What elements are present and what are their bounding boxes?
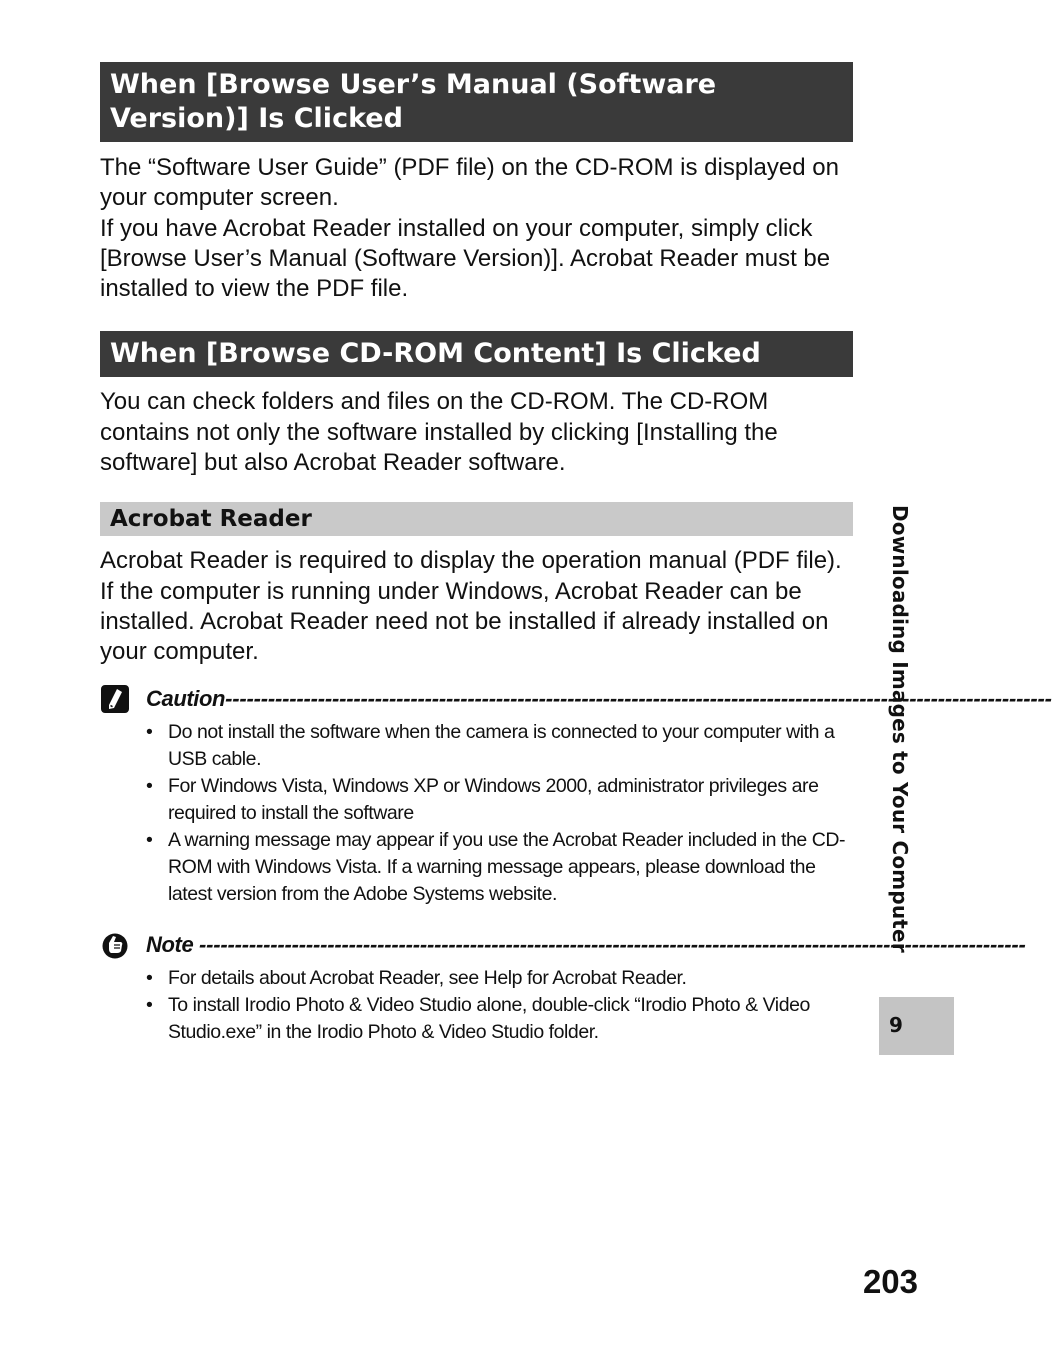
section-heading-acrobat-reader: Acrobat Reader (100, 502, 853, 536)
caution-pencil-icon (100, 684, 130, 714)
note-hand-icon (100, 930, 130, 960)
bullet: • (146, 966, 153, 989)
list-item: • For Windows Vista, Windows XP or Windows 2000, administrator privileges are required to install the software (146, 774, 819, 824)
chapter-number: 9 (889, 1013, 903, 1037)
paragraph: You can check folders and files on the CD-ROM. The CD-ROM contains not only the software installed by clicking [Installing the software] but also Acrobat Reader software. (100, 388, 778, 477)
paragraph: The “Software User Guide” (PDF file) on the CD-ROM is displayed on your computer screen. (100, 154, 839, 212)
note-box (100, 930, 1026, 1046)
paragraph: Acrobat Reader is required to display the operation manual (PDF file). If the computer is running under Windows, Acrobat Reader can be installed. Acrobat Reader need not be installed if already installed on your computer. (100, 547, 842, 666)
section-body-browse-cdrom-content (100, 387, 853, 478)
section-heading-browse-users-manual: When [Browse User’s Manual (Software Version)] Is Clicked (100, 62, 853, 142)
note-title: Note -------------------------------------------------------------------------------------------------------------------- (146, 931, 1026, 957)
list-item: • To install Irodio Photo & Video Studio alone, double-click “Irodio Photo & Video Studio.exe” in the Irodio Photo & Video Studio folder. (146, 993, 810, 1043)
caution-title-row (100, 684, 1052, 714)
section-body-acrobat-reader (100, 546, 853, 667)
bullet: • (146, 774, 153, 797)
note-title-row (100, 930, 1026, 960)
bullet: • (146, 828, 153, 851)
caution-list (100, 719, 853, 908)
list-item: • Do not install the software when the camera is connected to your computer with a USB cable. (146, 720, 835, 770)
chapter-tab (879, 997, 954, 1055)
page-number: 203 (862, 1263, 918, 1300)
bullet: • (146, 993, 153, 1016)
caution-title: Caution-------------------------------------------------------------------------------------------------------------------- (146, 685, 1052, 711)
list-item: • A warning message may appear if you use the Acrobat Reader included in the CD-ROM with Windows Vista. If a warning message appears, please download the latest version from the Adobe Systems website. (146, 828, 846, 905)
list-item: • For details about Acrobat Reader, see Help for Acrobat Reader. (146, 965, 853, 992)
chapter-side-title: Downloading Images to Your Computer (888, 505, 912, 953)
section-body-browse-users-manual (100, 153, 853, 304)
paragraph: If you have Acrobat Reader installed on your computer, simply click [Browse User’s Manual (Software Version)]. Acrobat Reader must be installed to view the PDF file. (100, 214, 831, 303)
section-heading-browse-cdrom-content: When [Browse CD-ROM Content] Is Clicked (100, 331, 853, 377)
note-list (100, 965, 853, 1046)
bullet: • (146, 720, 153, 743)
